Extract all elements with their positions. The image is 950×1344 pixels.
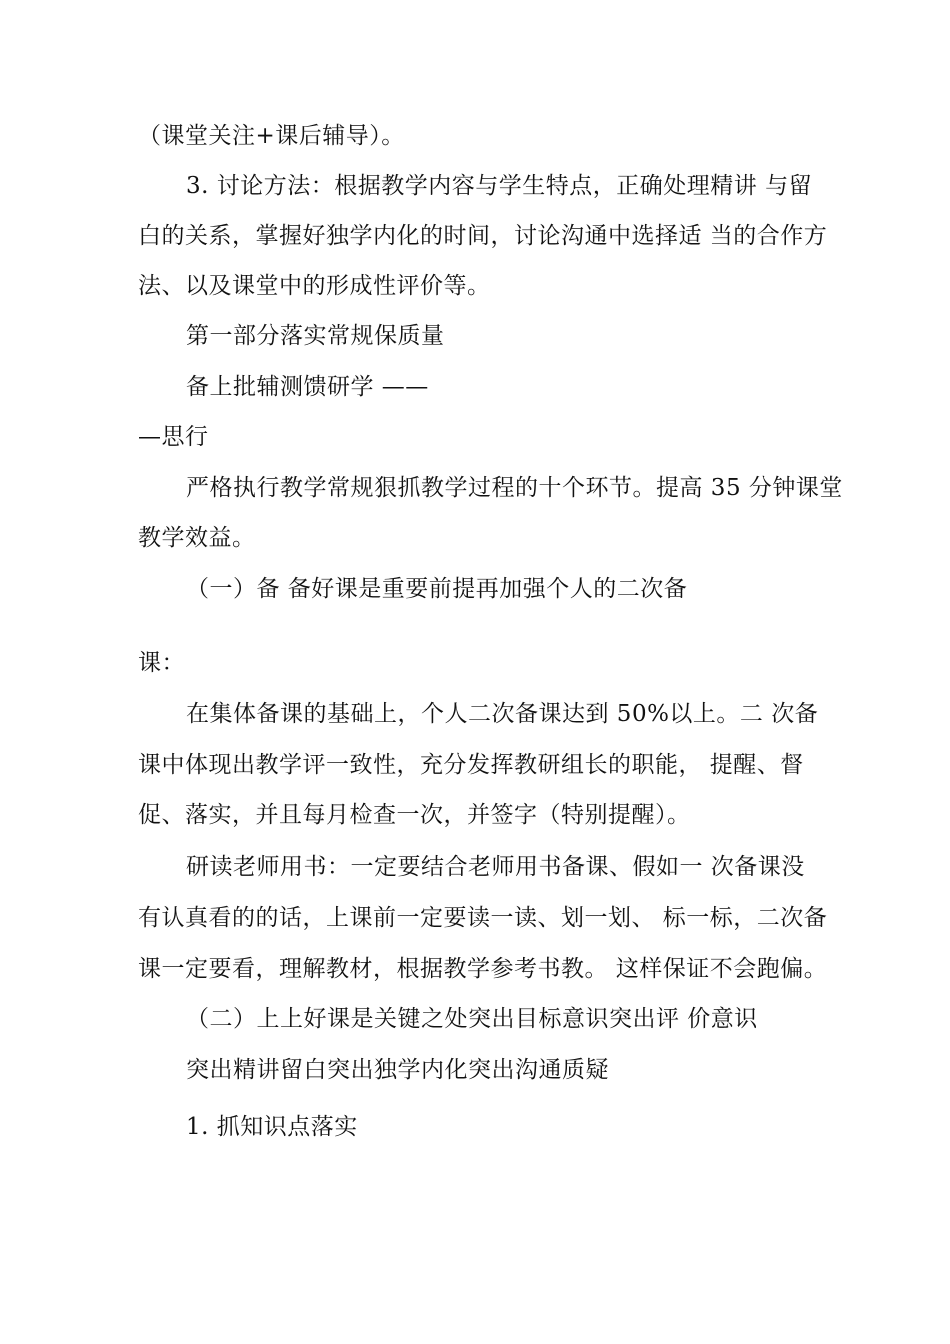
text-line: 在集体备课的基础上，个人二次备课达到 50%以上。二 次备 <box>186 701 819 727</box>
subsection-heading: （一）备 备好课是重要前提再加强个人的二次备 <box>186 576 688 602</box>
text-line: 课： <box>138 650 185 676</box>
text-line: 突出精讲留白突出独学内化突出沟通质疑 <box>186 1057 609 1083</box>
text-line: 教学效益。 <box>138 525 256 551</box>
text-line: 严格执行教学常规狠抓教学过程的十个环节。提高 35 分钟课堂 <box>186 475 843 501</box>
text-line: 白的关系，掌握好独学内化的时间，讨论沟通中选择适 当的合作方 <box>138 223 828 249</box>
text-line: 研读老师用书：一定要结合老师用书备课、假如一 次备课没 <box>186 854 805 880</box>
text-line: 法、以及课堂中的形成性评价等。 <box>138 273 491 299</box>
section-heading: 第一部分落实常规保质量 <box>186 323 445 349</box>
text-line: 有认真看的的话，上课前一定要读一读、划一划、 标一标，二次备 <box>138 905 828 931</box>
text-line: 课一定要看，理解教材，根据教学参考书教。 这样保证不会跑偏。 <box>138 956 828 982</box>
text-line: 3. 讨论方法：根据教学内容与学生特点，正确处理精讲 与留 <box>186 173 813 199</box>
text-line: （课堂关注+课后辅导）。 <box>138 123 405 149</box>
text-line: —思行 <box>138 424 209 450</box>
text-line: 课中体现出教学评一致性，充分发挥教研组长的职能， 提醒、督 <box>138 752 804 778</box>
numbered-item: 1. 抓知识点落实 <box>186 1114 358 1140</box>
text-line: 备上批辅测馈研学 —— <box>186 374 429 400</box>
subsection-heading: （二）上上好课是关键之处突出目标意识突出评 价意识 <box>186 1006 758 1032</box>
text-line: 促、落实，并且每月检查一次，并签字（特别提醒）。 <box>138 802 691 828</box>
